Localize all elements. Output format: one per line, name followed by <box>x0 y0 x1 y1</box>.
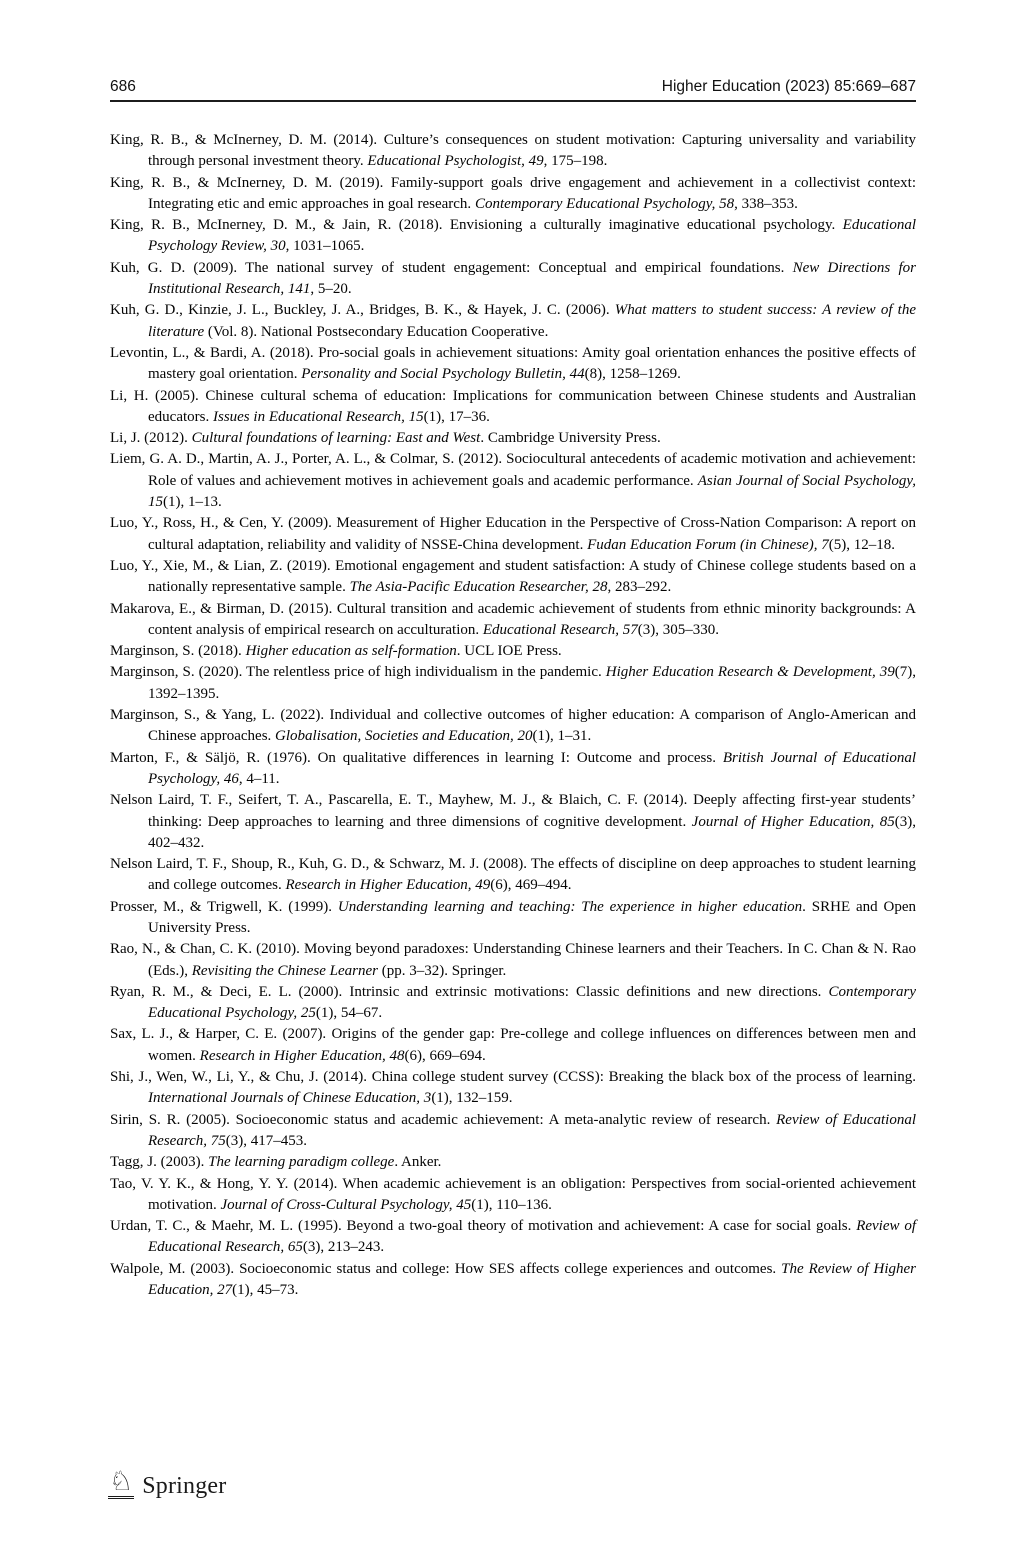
reference-text: Makarova, E., & Birman, D. (2015). Cultural transition and academic achievement of students from ethnic minority backgrounds: A content analysis of empirical research on acculturation. <box>110 600 916 638</box>
reference-text: Prosser, M., & Trigwell, K. (1999). <box>110 898 338 915</box>
reference-source: Asian Journal of Social Psychology, 15 <box>148 472 916 511</box>
reference-text: (6), 469–494. <box>490 877 572 894</box>
reference-text: (1), 45–73. <box>232 1282 299 1299</box>
reference-text: (3), 213–243. <box>302 1239 385 1256</box>
reference-entry <box>110 215 916 258</box>
reference-text: . SRHE and Open University Press. <box>148 898 916 936</box>
reference-entry <box>110 897 916 940</box>
reference-entry <box>110 1152 916 1173</box>
reference-source: New Directions for Institutional Research, 141 <box>148 259 916 298</box>
reference-text: (Vol. 8). National Postsecondary Education Cooperative. <box>204 323 549 340</box>
reference-entry <box>110 173 916 216</box>
reference-text: (7), 1392–1395. <box>148 664 916 702</box>
reference-text: Urdan, T. C., & Maehr, M. L. (1995). Beyond a two-goal theory of motivation and achievement: A case for social goals. <box>110 1218 857 1235</box>
reference-source: The Asia-Pacific Education Researcher, 28 <box>349 579 608 596</box>
reference-source: Contemporary Educational Psychology, 25 <box>148 983 916 1022</box>
reference-source: The Review of Higher Education, 27 <box>148 1260 916 1299</box>
reference-text: Marginson, S. (2020). The relentless price of high individualism in the pandemic. <box>110 664 606 681</box>
reference-entry <box>110 662 916 705</box>
reference-entry <box>110 428 916 449</box>
reference-entry <box>110 1067 916 1110</box>
reference-text: (3), 305–330. <box>637 621 719 638</box>
reference-entry <box>110 258 916 301</box>
reference-text: (1), 1–31. <box>532 728 592 745</box>
reference-text: Sirin, S. R. (2005). Socioeconomic status and academic achievement: A meta-analytic review of research. <box>110 1111 777 1128</box>
reference-text: . Cambridge University Press. <box>480 430 661 447</box>
header-rule <box>110 100 916 102</box>
reference-text: (3), 417–453. <box>225 1132 308 1149</box>
reference-source: Understanding learning and teaching: The experience in higher education <box>337 898 803 915</box>
reference-text: , 4–11. <box>238 770 280 787</box>
reference-text: King, R. B., & McInerney, D. M. (2019). Family-support goals drive engagement and achievement in a collectivist context: Integrating etic and emic approaches in goal research. <box>110 174 916 212</box>
publisher-name: Springer <box>142 1472 227 1499</box>
reference-text: , 338–353. <box>734 195 798 212</box>
reference-source: Fudan Education Forum (in Chinese), 7 <box>587 536 829 553</box>
reference-source: Higher education as self-formation <box>245 643 457 660</box>
reference-text: Tao, V. Y. K., & Hong, Y. Y. (2014). When academic achievement is an obligation: Perspectives from social-oriented achievement motivation. <box>110 1175 916 1213</box>
reference-entry <box>110 854 916 897</box>
reference-text: . UCL IOE Press. <box>456 643 562 660</box>
reference-entry <box>110 1110 916 1153</box>
reference-source: Cultural foundations of learning: East and West <box>191 430 481 447</box>
reference-entry <box>110 449 916 513</box>
reference-text: (1), 1–13. <box>163 494 222 511</box>
reference-text: Marginson, S., & Yang, L. (2022). Individual and collective outcomes of higher education: A comparison of Anglo-American and Chinese approaches. <box>110 707 916 745</box>
reference-source: Contemporary Educational Psychology, 58 <box>474 195 735 212</box>
reference-text: Shi, J., Wen, W., Li, Y., & Chu, J. (2014). China college student survey (CCSS): Breaking the black box of the process of learning. <box>110 1069 916 1086</box>
reference-text: (6), 669–694. <box>404 1047 486 1064</box>
reference-entry <box>110 1259 916 1302</box>
reference-source: Higher Education Research & Development, 39 <box>605 664 895 681</box>
journal-citation: Higher Education (2023) 85:669–687 <box>661 78 916 95</box>
reference-text: . Anker. <box>394 1154 442 1171</box>
reference-entry <box>110 599 916 642</box>
reference-text: Kuh, G. D., Kinzie, J. L., Buckley, J. A., Bridges, B. K., & Hayek, J. C. (2006). <box>110 302 615 319</box>
reference-text: (1), 110–136. <box>471 1196 552 1213</box>
reference-source: Research in Higher Education, 49 <box>285 877 491 894</box>
reference-text: (3), 402–432. <box>148 813 916 851</box>
reference-text: (8), 1258–1269. <box>584 366 681 383</box>
reference-source: Review of Educational Research, 75 <box>148 1111 916 1149</box>
reference-entry <box>110 1174 916 1217</box>
reference-text: Walpole, M. (2003). Socioeconomic status and college: How SES affects college experiences and outcomes. <box>110 1260 782 1277</box>
reference-text: Nelson Laird, T. F., Shoup, R., Kuh, G. D., & Schwarz, M. J. (2008). The effects of discipline on deep approaches to student learning and college outcomes. <box>110 856 916 894</box>
reference-text: Li, H. (2005). Chinese cultural schema of education: Implications for communication between Chinese students and Australian educators. <box>110 387 916 425</box>
reference-entry <box>110 513 916 556</box>
reference-text: (pp. 3–32). Springer. <box>377 962 507 979</box>
reference-text: Luo, Y., Xie, M., & Lian, Z. (2019). Emotional engagement and student satisfaction: A study of Chinese college students based on a nationally representative sample. <box>110 557 916 596</box>
reference-text: Ryan, R. M., & Deci, E. L. (2000). Intrinsic and extrinsic motivations: Classic definitions and new directions. <box>110 983 829 1000</box>
reference-text: Sax, L. J., & Harper, C. E. (2007). Origins of the gender gap: Pre-college and college influences on differences between men and women. <box>110 1026 916 1064</box>
reference-entry <box>110 748 916 791</box>
reference-text: Tagg, J. (2003). <box>110 1154 209 1171</box>
reference-text: , 283–292. <box>607 579 672 596</box>
reference-text: Nelson Laird, T. F., Seifert, T. A., Pascarella, E. T., Mayhew, M. J., & Blaich, C. F. (2014). Deeply affecting first-year students’ thinking: Deep approaches to learning and three dimensions of cognitive development. <box>110 792 916 830</box>
reference-entry <box>110 386 916 429</box>
reference-entry <box>110 705 916 748</box>
reference-entry <box>110 1216 916 1259</box>
reference-source: International Journals of Chinese Education, 3 <box>148 1090 432 1107</box>
reference-text: , 175–198. <box>543 153 608 170</box>
reference-text: (1), 132–159. <box>431 1090 513 1107</box>
reference-source: Personality and Social Psychology Bulletin, 44 <box>301 366 585 383</box>
reference-entry <box>110 300 916 343</box>
reference-text: Liem, G. A. D., Martin, A. J., Porter, A. L., & Colmar, S. (2012). Sociocultural antecedents of academic motivation and achievement: Role of values and achievement motives in achievement goals and academic performance. <box>110 451 916 489</box>
reference-source: The learning paradigm college <box>208 1154 395 1171</box>
reference-source: Globalisation, Societies and Education, 20 <box>275 728 533 745</box>
reference-entry <box>110 641 916 662</box>
reference-source: British Journal of Educational Psychology, 46 <box>148 749 916 787</box>
springer-knight-icon: ♘ <box>109 1466 134 1497</box>
reference-source: Journal of Higher Education, 85 <box>691 813 895 830</box>
reference-text: King, R. B., McInerney, D. M., & Jain, R. (2018). Envisioning a culturally imaginative educational psychology. <box>110 217 843 234</box>
reference-source: Educational Psychologist, 49 <box>367 153 544 170</box>
reference-source: What matters to student success: A review of the literature <box>148 302 917 340</box>
reference-entry <box>110 982 916 1025</box>
reference-source: Review of Educational Research, 65 <box>148 1218 917 1256</box>
reference-entry <box>110 556 916 599</box>
reference-text: King, R. B., & McInerney, D. M. (2014). Culture’s consequences on student motivation: Capturing universality and variability through personal investment theory. <box>110 132 916 170</box>
reference-entry <box>110 790 916 854</box>
reference-text: (1), 54–67. <box>315 1005 383 1022</box>
reference-text: Marginson, S. (2018). <box>110 643 246 660</box>
reference-text: Rao, N., & Chan, C. K. (2010). Moving beyond paradoxes: Understanding Chinese learners and their Teachers. In C. Chan & N. Rao (Eds.), <box>110 941 916 979</box>
reference-text: , 1031–1065. <box>285 238 365 255</box>
reference-source: Issues in Educational Research, 15 <box>212 408 424 425</box>
references-list <box>110 130 916 1301</box>
reference-entry <box>110 1024 916 1067</box>
reference-text: Kuh, G. D. (2009). The national survey of student engagement: Conceptual and empirical foundations. <box>110 259 793 276</box>
reference-entry <box>110 939 916 982</box>
reference-source: Research in Higher Education, 48 <box>199 1047 405 1064</box>
reference-text: Levontin, L., & Bardi, A. (2018). Pro-social goals in achievement situations: Amity goal orientation enhances the positive effects of mastery goal orientation. <box>110 344 916 383</box>
reference-source: Journal of Cross-Cultural Psychology, 45 <box>220 1196 472 1213</box>
reference-source: Educational Psychology Review, 30 <box>148 217 916 255</box>
reference-text: (5), 12–18. <box>828 536 895 553</box>
reference-text: (1), 17–36. <box>423 408 490 425</box>
reference-text: Li, J. (2012). <box>110 430 192 447</box>
reference-text: , 5–20. <box>310 281 352 298</box>
reference-entry <box>110 130 916 173</box>
reference-text: Luo, Y., Ross, H., & Cen, Y. (2009). Measurement of Higher Education in the Perspective of Cross-Nation Comparison: A report on cultural adaptation, reliability and validity of NSSE-China development. <box>110 515 916 553</box>
running-head <box>110 78 916 96</box>
reference-entry <box>110 343 916 386</box>
publisher-footer <box>108 1468 226 1499</box>
reference-source: Educational Research, 57 <box>482 621 638 638</box>
reference-text: Marton, F., & Säljö, R. (1976). On qualitative differences in learning I: Outcome and process. <box>110 749 723 766</box>
reference-source: Revisiting the Chinese Learner <box>191 962 378 979</box>
page-number: 686 <box>110 78 136 95</box>
